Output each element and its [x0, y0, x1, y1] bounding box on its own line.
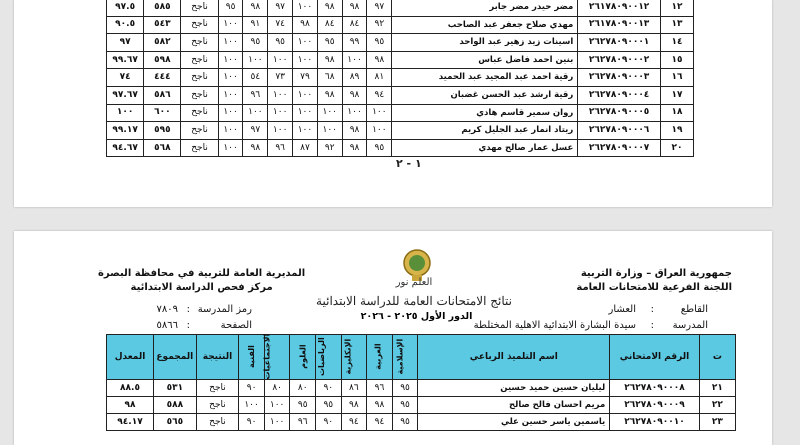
table-row: [107, 414, 736, 431]
cell-math: ١٠٠: [293, 0, 318, 16]
table-row: [107, 51, 694, 69]
cell-islamic: ٩٥: [367, 139, 392, 157]
district-label: القاطع: [680, 304, 708, 315]
cell-science: ٩٥: [290, 397, 316, 414]
cell-no: ١٥: [660, 51, 693, 69]
cell-arabic: ٩٨: [342, 139, 367, 157]
cell-result: ناجح: [181, 0, 218, 16]
cell-no: ١٩: [660, 122, 693, 140]
cell-total: ٥٨٢: [144, 34, 181, 52]
cell-science: ١٠٠: [268, 122, 293, 140]
cell-islamic: ٩٤: [367, 86, 392, 104]
cell-arabic: ٩٨: [342, 0, 367, 16]
page-field-colon: :: [186, 320, 190, 331]
cell-total: ٥٤٣: [144, 16, 181, 34]
cell-social: ٩٨: [243, 0, 268, 16]
cell-science: ١٠٠: [268, 104, 293, 122]
cell-total: ٤٤٤: [144, 69, 181, 87]
cell-exam: ٢٦١٧٨٠٩٠٠١٣: [578, 16, 661, 34]
cell-arabic: ٩٦: [367, 380, 393, 397]
cell-english: ٩٥: [317, 34, 342, 52]
cell-science: ٨٠: [290, 380, 316, 397]
cell-avg: ٩٤.١٧: [107, 414, 154, 431]
cell-total: ٥٨٦: [144, 86, 181, 104]
cell-result: ناجح: [181, 16, 218, 34]
cell-exam: ٢٦٢٧٨٠٩٠٠١٠: [610, 414, 700, 431]
cell-no: ١٧: [660, 86, 693, 104]
cell-no: ١٨: [660, 104, 693, 122]
table-row: [107, 0, 694, 16]
cell-math: ٩٠: [316, 414, 342, 431]
school-value: سيدة البشارة الابتدائية الاهلية المختلطة: [473, 320, 636, 331]
school-code-label: رمز المدرسة: [197, 304, 252, 315]
cell-total: ٥٦٨: [144, 139, 181, 157]
cell-art: ١٠٠: [218, 16, 243, 34]
school-code-value: ٧٨٠٩: [156, 304, 178, 315]
cell-islamic: ٩٥: [392, 380, 418, 397]
cell-islamic: ٩٥: [392, 414, 418, 431]
cell-math: ٨٧: [293, 139, 318, 157]
cell-social: ١٠٠: [264, 397, 290, 414]
cell-english: ٩٨: [317, 86, 342, 104]
cell-exam: ٢٦٢٧٨٠٩٠٠٠٨: [610, 380, 700, 397]
cell-art: ١٠٠: [218, 86, 243, 104]
cell-social: ١٠٠: [243, 104, 268, 122]
col-header-exam: الرقم الامتحاني: [610, 335, 700, 380]
cell-art: ١٠٠: [218, 51, 243, 69]
cell-social: ١٠٠: [264, 414, 290, 431]
table-row: [107, 104, 694, 122]
cell-english: ٨٤: [317, 16, 342, 34]
cell-arabic: ٩٨: [342, 86, 367, 104]
cell-islamic: ٩٥: [367, 34, 392, 52]
col-header-arabic: العربية: [367, 335, 393, 380]
col-header-social: الاجتماعيات: [264, 335, 290, 380]
cell-no: ٢١: [699, 380, 735, 397]
cell-total: ٥٨٨: [154, 397, 197, 414]
cell-total: ٥٣١: [154, 380, 197, 397]
page-number: ١ - ٢: [396, 157, 422, 170]
page-field-value: ٥٨٦٦: [156, 320, 178, 331]
cell-result: ناجح: [181, 69, 218, 87]
cell-math: ١٠٠: [293, 86, 318, 104]
cell-islamic: ٨١: [367, 69, 392, 87]
cell-english: ٩٢: [317, 139, 342, 157]
results-page-1: [14, 0, 772, 207]
col-header-avg: المعدل: [107, 335, 154, 380]
exam-center-line: مركز فحص الدراسة الابتدائية: [130, 282, 273, 293]
cell-avg: ٩٨: [107, 397, 154, 414]
cell-math: ١٠٠: [293, 34, 318, 52]
cell-islamic: ٩٢: [367, 16, 392, 34]
cell-social: ٩٦: [243, 86, 268, 104]
school-colon: :: [650, 320, 654, 331]
cell-name: اسينات زيد زهير عبد الواحد: [392, 34, 578, 52]
cell-name: مضر حيدر مضر جابر: [392, 0, 578, 16]
cell-social: ٩٨: [243, 139, 268, 157]
committee-line: اللجنة الفرعية للامتحانات العامة: [576, 282, 732, 293]
table-row: [107, 34, 694, 52]
ministry-line: جمهورية العراق – وزارة التربية: [580, 268, 732, 279]
cell-result: ناجح: [181, 122, 218, 140]
cell-no: ١٢: [660, 0, 693, 16]
cell-name: ريتاد انمار عبد الجليل كريم: [392, 122, 578, 140]
cell-exam: ٢٦٢٧٨٠٩٠٠٠٥: [578, 104, 661, 122]
cell-english: ١٠٠: [317, 122, 342, 140]
cell-islamic: ٩٥: [392, 397, 418, 414]
cell-exam: ٢٦٢٧٨٠٩٠٠٠١: [578, 34, 661, 52]
cell-english: ٦٨: [317, 69, 342, 87]
cell-social: ٩٧: [243, 122, 268, 140]
cell-name: ياسمين ياسر حسين علي: [418, 414, 610, 431]
cell-result: ناجح: [181, 34, 218, 52]
cell-avg: ٩٤.٦٧: [107, 139, 144, 157]
cell-result: ناجح: [196, 397, 239, 414]
district-value: العشار: [608, 304, 636, 315]
cell-science: ٩٥: [268, 34, 293, 52]
cell-name: رقية ارشد عبد الحسن غضبان: [392, 86, 578, 104]
cell-math: ١٠٠: [293, 104, 318, 122]
cell-name: عسل عمار صالح مهدي: [392, 139, 578, 157]
table-row: [107, 139, 694, 157]
cell-arabic: ٨٩: [342, 69, 367, 87]
cell-total: ٥٨٥: [144, 0, 181, 16]
table-row: [107, 380, 736, 397]
cell-art: ١٠٠: [218, 122, 243, 140]
cell-exam: ٢٦٢٧٨٠٩٠٠٠٧: [578, 139, 661, 157]
cell-no: ١٣: [660, 16, 693, 34]
cell-islamic: ١٠٠: [367, 104, 392, 122]
cell-social: ٩١: [243, 16, 268, 34]
cell-no: ٢٠: [660, 139, 693, 157]
school-code-colon: :: [186, 304, 190, 315]
cell-exam: ٢٦٢٧٨٠٩٠٠٠٦: [578, 122, 661, 140]
table-row: [107, 86, 694, 104]
cell-science: ٧٣: [268, 69, 293, 87]
ministry-header: [576, 267, 732, 295]
results-page-2: [14, 231, 772, 445]
col-header-islamic: الإسلامية: [392, 335, 418, 380]
col-header-no: ت: [699, 335, 735, 380]
cell-no: ١٦: [660, 69, 693, 87]
page-field-label: الصفحة: [220, 320, 252, 331]
cell-art: ٩٠: [239, 380, 265, 397]
cell-total: ٥٩٨: [144, 51, 181, 69]
brand-motto: العلم نور: [395, 277, 433, 288]
table-row: [107, 122, 694, 140]
cell-result: ناجح: [181, 51, 218, 69]
cell-science: ٧٤: [268, 16, 293, 34]
cell-no: ٢٣: [699, 414, 735, 431]
cell-math: ١٠٠: [293, 122, 318, 140]
cell-result: ناجح: [181, 86, 218, 104]
directorate-line: المديرية العامة للتربية في محافظة البصرة: [98, 268, 306, 279]
cell-arabic: ١٠٠: [342, 51, 367, 69]
cell-social: ٥٤: [243, 69, 268, 87]
cell-art: ٩٥: [218, 0, 243, 16]
cell-islamic: ٩٨: [367, 51, 392, 69]
cell-islamic: ١٠٠: [367, 122, 392, 140]
table-row: [107, 16, 694, 34]
cell-avg: ٩٩.٦٧: [107, 51, 144, 69]
cell-name: مريم احسان فالح صالح: [418, 397, 610, 414]
cell-art: ٩٠: [239, 414, 265, 431]
cell-social: ٨٠: [264, 380, 290, 397]
cell-arabic: ٨٤: [342, 16, 367, 34]
cell-name: روان سمير قاسم هادي: [392, 104, 578, 122]
cell-arabic: ٩٨: [342, 122, 367, 140]
col-header-result: النتيجة: [196, 335, 239, 380]
cell-avg: ٩٧.٥: [107, 0, 144, 16]
col-header-name: اسم التلميذ الرباعي: [418, 335, 610, 380]
cell-avg: ٩٧.٦٧: [107, 86, 144, 104]
cell-result: ناجح: [181, 139, 218, 157]
cell-result: ناجح: [196, 380, 239, 397]
cell-avg: ٩٠.٥: [107, 16, 144, 34]
cell-science: ٩٧: [268, 0, 293, 16]
cell-no: ٢٢: [699, 397, 735, 414]
cell-math: ٩٠: [316, 380, 342, 397]
col-header-english: الإنكليزية: [341, 335, 367, 380]
cell-math: ٩٨: [293, 16, 318, 34]
cell-science: ١٠٠: [268, 51, 293, 69]
table-header-row: [107, 335, 736, 380]
exam-round: الدور الأول ٢٠٢٥ - ٢٠٢٦: [360, 311, 473, 322]
cell-result: ناجح: [181, 104, 218, 122]
cell-total: ٥٩٥: [144, 122, 181, 140]
col-header-art: الفنية: [239, 335, 265, 380]
results-table-page-2: [106, 334, 736, 431]
cell-exam: ٢٦٢٧٨٠٩٠٠٠٣: [578, 69, 661, 87]
cell-total: ٥٦٥: [154, 414, 197, 431]
cell-arabic: ٩٤: [367, 414, 393, 431]
school-label: المدرسة: [672, 320, 708, 331]
cell-name: مهدي صلاح جعفر عبد الصاحب: [392, 16, 578, 34]
cell-science: ٩٦: [290, 414, 316, 431]
cell-arabic: ٩٩: [342, 34, 367, 52]
cell-avg: ٧٤: [107, 69, 144, 87]
cell-exam: ٢٦١٧٨٠٩٠٠١٢: [578, 0, 661, 16]
cell-art: ١٠٠: [218, 69, 243, 87]
cell-art: ١٠٠: [218, 34, 243, 52]
cell-social: ٩٥: [243, 34, 268, 52]
cell-name: ليليان حسين حميد حسين: [418, 380, 610, 397]
cell-avg: ٩٩.١٧: [107, 122, 144, 140]
cell-arabic: ٩٨: [367, 397, 393, 414]
col-header-science: العلوم: [290, 335, 316, 380]
cell-math: ٩٥: [316, 397, 342, 414]
cell-english: ٩٨: [341, 397, 367, 414]
cell-english: ٩٨: [317, 51, 342, 69]
cell-avg: ٨٨.٥: [107, 380, 154, 397]
cell-english: ٨٦: [341, 380, 367, 397]
results-table-page-1: [106, 0, 694, 157]
cell-art: ١٠٠: [218, 139, 243, 157]
col-header-math: الرياضيات: [316, 335, 342, 380]
cell-arabic: ١٠٠: [342, 104, 367, 122]
cell-exam: ٢٦٢٧٨٠٩٠٠٠٤: [578, 86, 661, 104]
district-colon: :: [650, 304, 654, 315]
cell-science: ١٠٠: [268, 86, 293, 104]
cell-exam: ٢٦٢٧٨٠٩٠٠٠٢: [578, 51, 661, 69]
cell-art: ١٠٠: [218, 104, 243, 122]
table-row: [107, 69, 694, 87]
cell-exam: ٢٦٢٧٨٠٩٠٠٠٩: [610, 397, 700, 414]
cell-islamic: ٩٧: [367, 0, 392, 16]
document-title: نتائج الامتحانات العامة للدراسة الابتدائية: [316, 294, 512, 308]
cell-math: ١٠٠: [293, 51, 318, 69]
cell-english: ٩٨: [317, 0, 342, 16]
cell-art: ١٠٠: [239, 397, 265, 414]
table-row: [107, 397, 736, 414]
cell-no: ١٤: [660, 34, 693, 52]
cell-avg: ١٠٠: [107, 104, 144, 122]
cell-total: ٦٠٠: [144, 104, 181, 122]
col-header-total: المجموع: [154, 335, 197, 380]
cell-result: ناجح: [196, 414, 239, 431]
cell-name: رقية احمد عبد المجيد عبد الحميد: [392, 69, 578, 87]
cell-english: ١٠٠: [317, 104, 342, 122]
cell-math: ٧٩: [293, 69, 318, 87]
cell-english: ٩٤: [341, 414, 367, 431]
directorate-header: [98, 267, 305, 295]
cell-avg: ٩٧: [107, 34, 144, 52]
cell-name: بنين احمد فاضل عباس: [392, 51, 578, 69]
cell-science: ٩٦: [268, 139, 293, 157]
cell-social: ١٠٠: [243, 51, 268, 69]
